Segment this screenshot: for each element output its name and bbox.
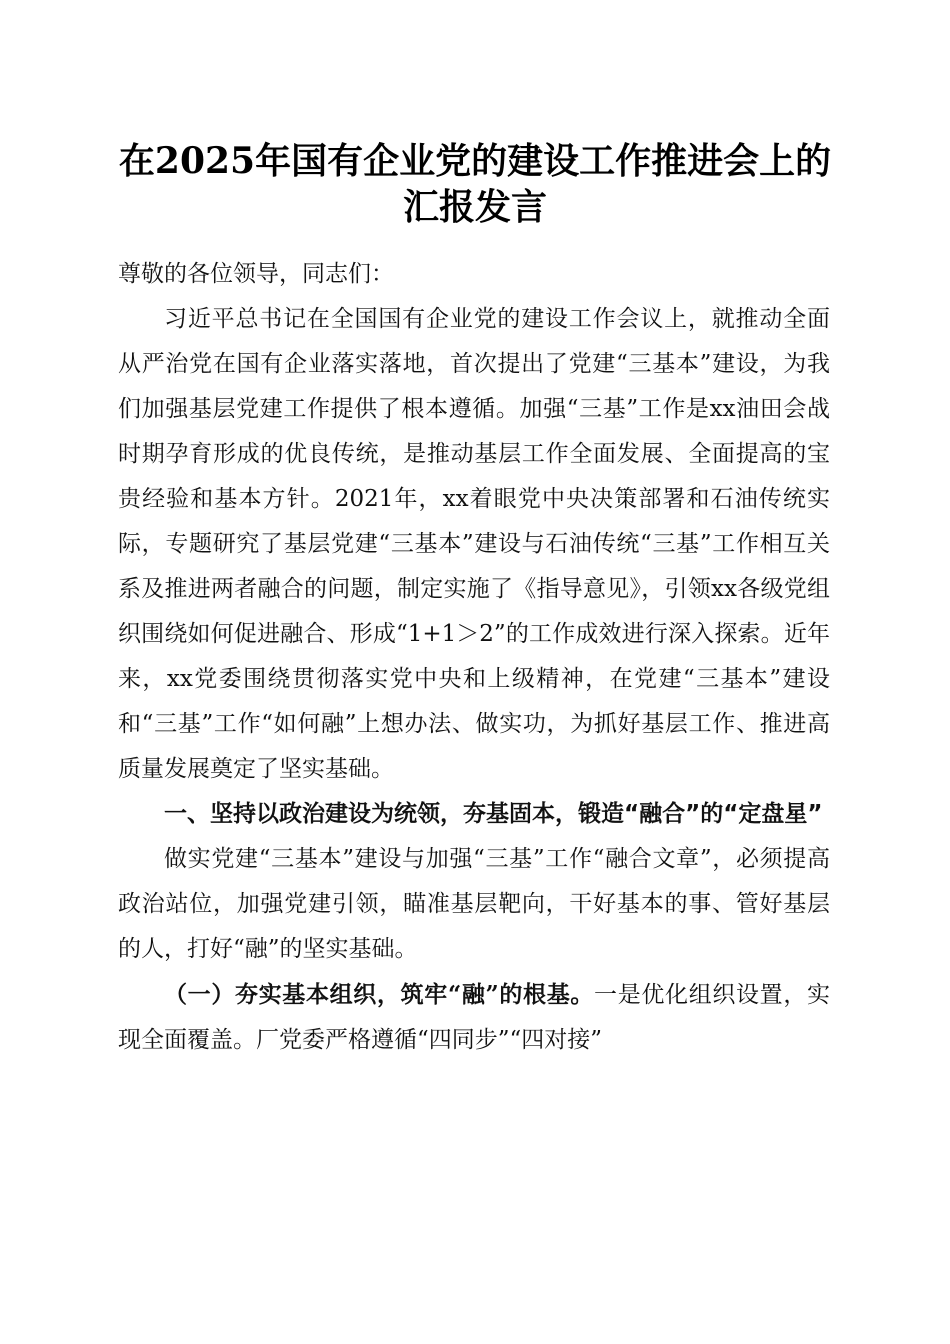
paragraph-subsection1 — [118, 972, 830, 1063]
salutation: 尊敬的各位领导，同志们： — [118, 261, 394, 287]
document-title-line-1: 在2025年国有企业党的建设工作推进会上的 — [118, 140, 832, 182]
subsection-heading-1: （一）夯实基本组织，筑牢“融”的根基。 — [164, 981, 595, 1008]
subsection-text-1: 一是优化组织设置，实现全面覆盖。厂党委严格遵循“四同步”“四对接” — [118, 982, 831, 1053]
paragraph-intro: 习近平总书记在全国国有企业党的建设工作会议上，就推动全面从严治党在国有企业落实落地，首次提出了党建“三基本”建设，为我们加强基层党建工作提供了根本遵循。加强“三基”工作是xx油田会战时期孕育形成的优良传统，是推动基层工作全面发展、全面提高的宝贵经验和基本方针。2021年，xx着眼党中央决策部署和石油传统实际，专题研究了基层党建“三基本”建设与石油传统“三基”工作相互关系及推进两者融合的问题，制定实施了《指导意见》，引领xx各级党组织围绕如何促进融合、形成“1+1＞2”的工作成效进行深入探索。近年来，xx党委围绕贯彻落实党中央和上级精神，在党建“三基本”建设和“三基”工作“如何融”上想办法、做实功，为抓好基层工作、推进高质量发展奠定了坚实基础。 — [118, 306, 830, 782]
document-body — [118, 252, 830, 1063]
paragraph-section1: 做实党建“三基本”建设与加强“三基”工作“融合文章”，必须提高政治站位，加强党建引领，瞄准基层靶向，干好基本的事、管好基层的人，打好“融”的坚实基础。 — [118, 846, 830, 962]
document-title-line-2: 汇报发言 — [402, 186, 547, 228]
section-heading-1: 一、坚持以政治建设为统领，夯基固本，锻造“融合”的“定盘星” — [164, 801, 823, 827]
